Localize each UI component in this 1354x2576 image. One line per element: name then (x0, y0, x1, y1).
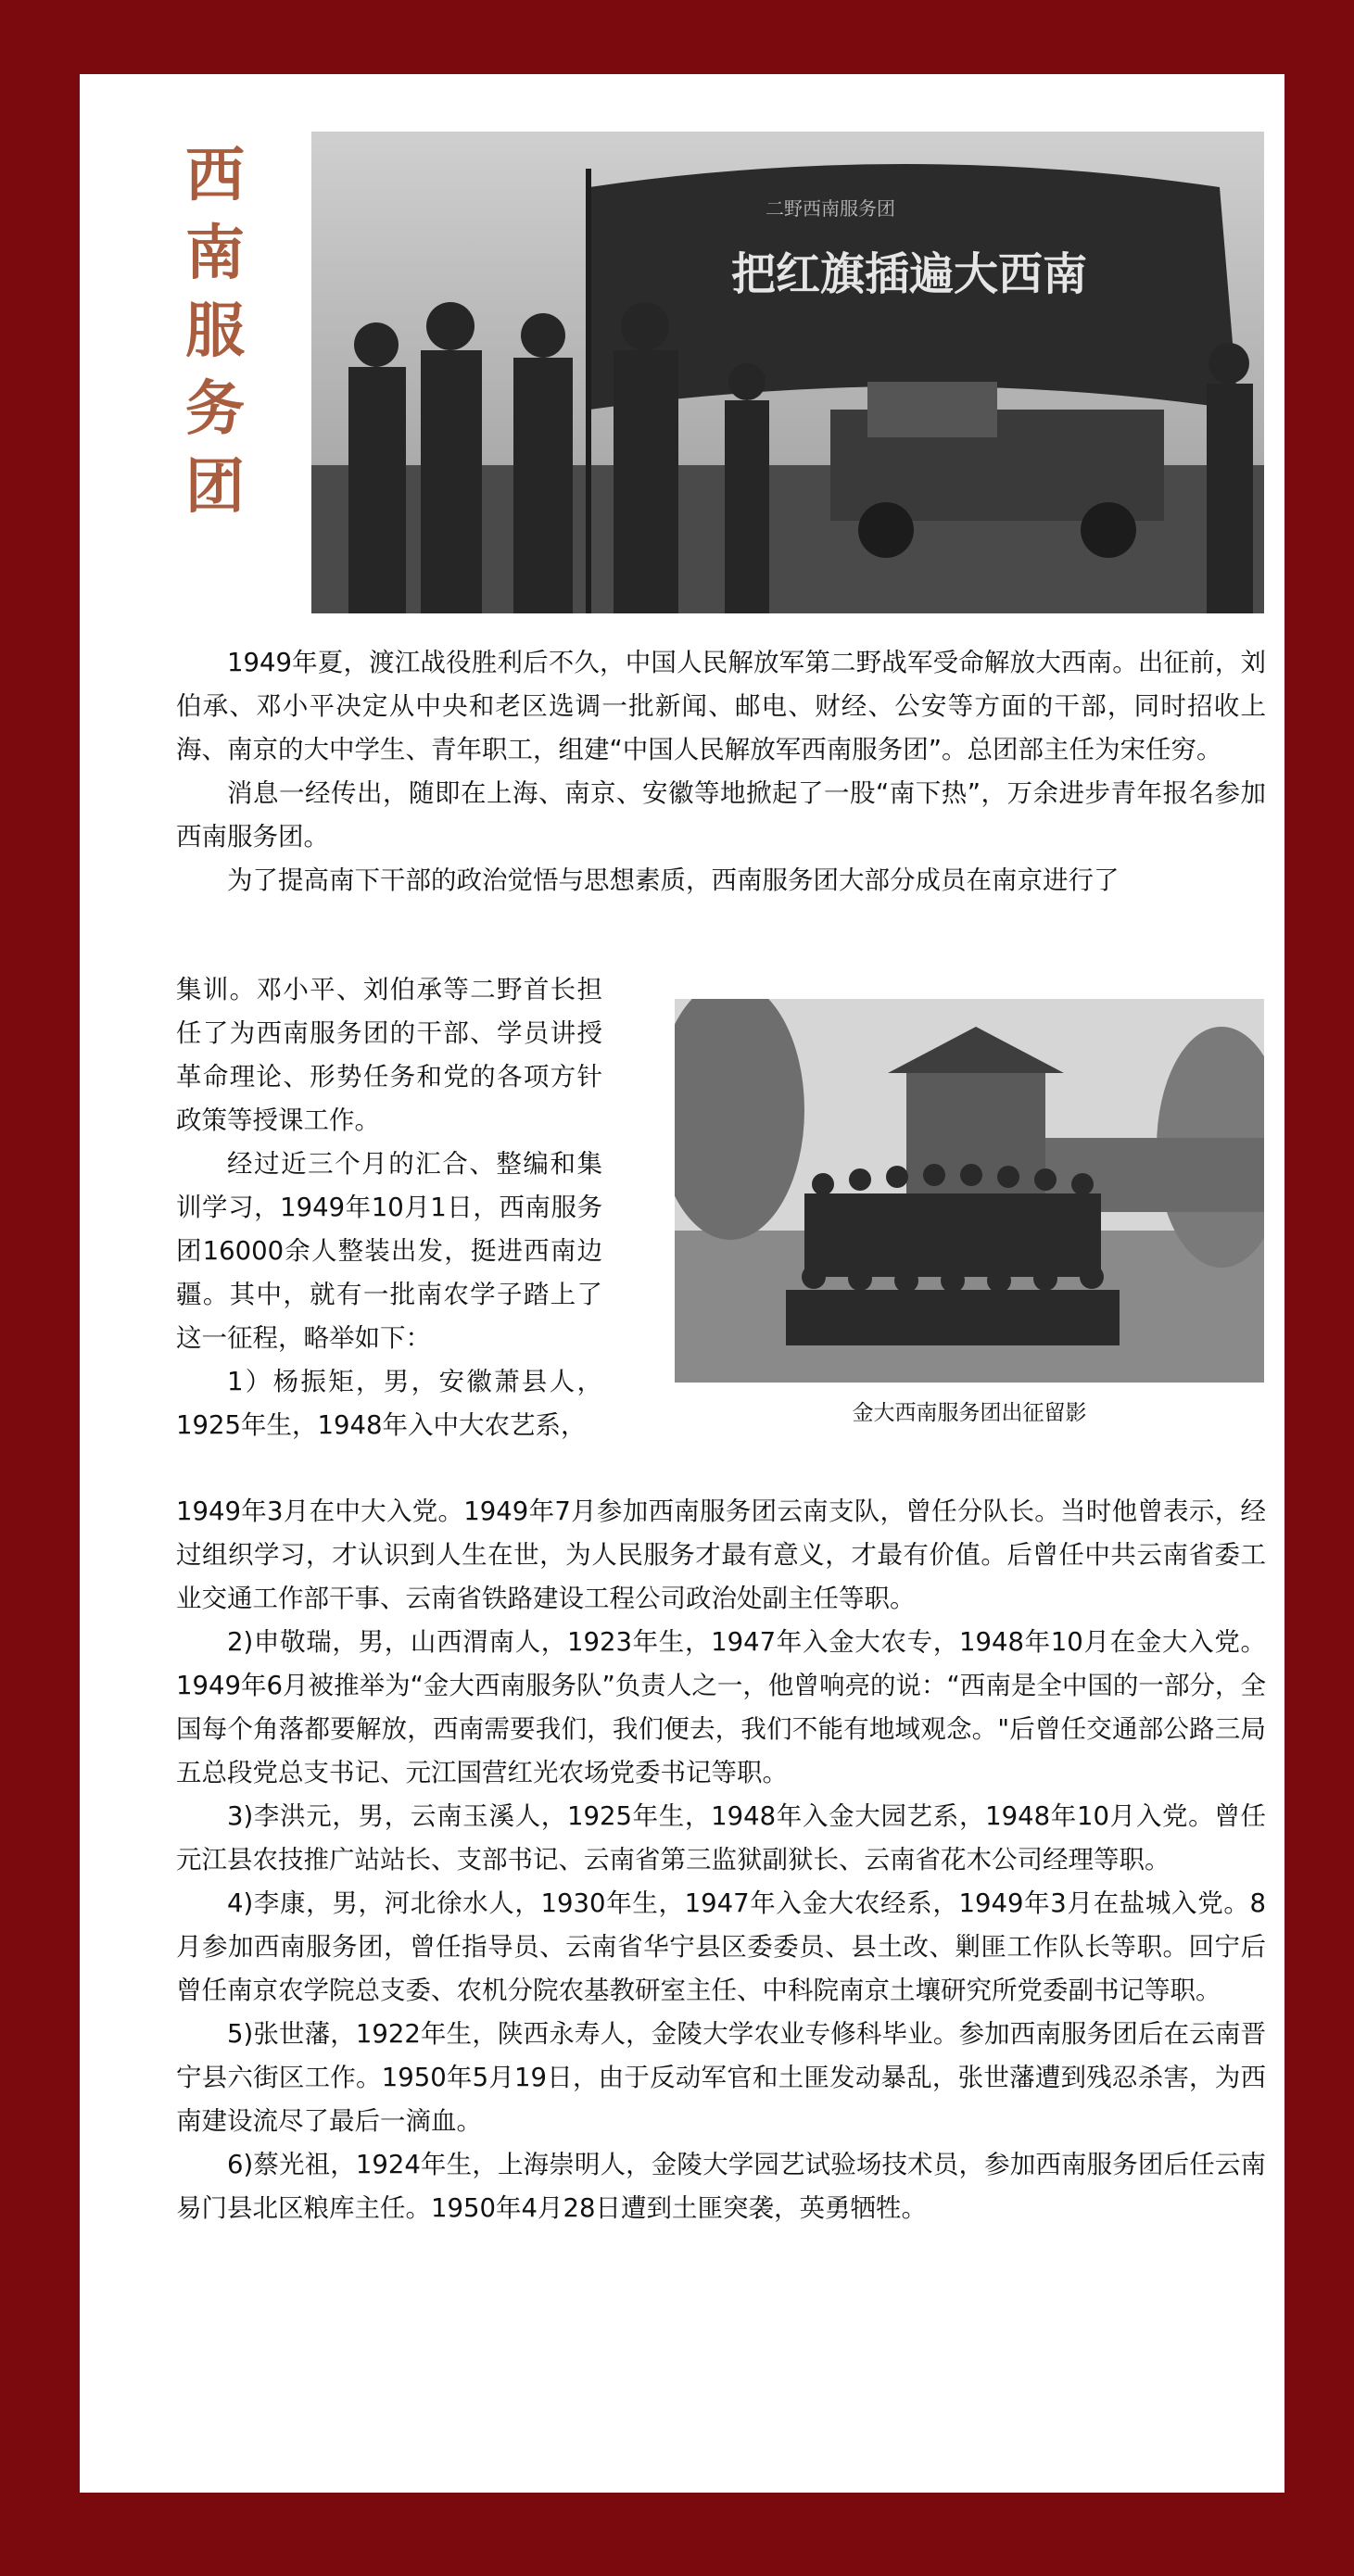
page-title: 西南 服务 团 (185, 142, 245, 522)
paragraph: 经过近三个月的汇合、整编和集训学习，1949年10月1日，西南服务团16000余人整装出发，挺进西南边疆。其中，就有一批南农学子踏上了这一征程，略举如下： (176, 1149, 602, 1353)
paragraph: 为了提高南下干部的政治觉悟与思想素质，西南服务团大部分成员在南京进行了 (227, 865, 1120, 895)
paragraph: 6)蔡光祖，1924年生，上海崇明人，金陵大学园艺试验场技术员，参加西南服务团后任云南易门县北区粮库主任。1950年4月28日遭到土匪突袭，英勇牺牲。 (176, 2150, 1266, 2223)
paragraph: 5)张世藩，1922年生，陕西永寿人，金陵大学农业专修科毕业。参加西南服务团后在云南晋宁县六街区工作。1950年5月19日，由于反动军官和土匪发动暴乱，张世藩遭到残忍杀害，为西南建设流尽了最后一滴血。 (176, 2019, 1266, 2136)
article-intro (176, 641, 1266, 903)
paragraph: 1949年3月在中大入党。1949年7月参加西南服务团云南支队，曾任分队长。当时他曾表示，经过组织学习，才认识到人生在世，为人民服务才最有意义，才最有价值。后曾任中共云南省委工业交通工作部干事、云南省铁路建设工程公司政治处副主任等职。 (176, 1496, 1266, 1613)
historical-photo-banner (311, 132, 1264, 613)
article-left-column (176, 968, 602, 1447)
banner-photo-illustration (311, 132, 1264, 613)
article-body (176, 1490, 1266, 2230)
paragraph: 集训。邓小平、刘伯承等二野首长担任了为西南服务团的干部、学员讲授革命理论、形势任务和党的各项方针政策等授课工作。 (176, 975, 602, 1135)
paragraph: 3)李洪元，男，云南玉溪人，1925年生，1948年入金大园艺系，1948年10月入党。曾任元江县农技推广站站长、支部书记、云南省第三监狱副狱长、云南省花木公司经理等职。 (176, 1801, 1266, 1875)
paragraph: 消息一经传出，随即在上海、南京、安徽等地掀起了一股“南下热”，万余进步青年报名参加西南服务团。 (176, 778, 1266, 852)
banner-text: 把红旗插遍大西南 (730, 248, 1088, 300)
paragraph: 2)申敬瑞，男，山西渭南人，1923年生，1947年入金大农专，1948年10月在金大入党。1949年6月被推举为“金大西南服务队”负责人之一，他曾响亮的说：“西南是全中国的一部分，全国每个角落都要解放，西南需要我们，我们便去，我们不能有地域观念。"后曾任交通部公路三局五总段党总支书记、元江国营红光农场党委书记等职。 (176, 1627, 1266, 1787)
banner-small-text: 二野西南服务团 (766, 197, 895, 220)
content-panel (80, 74, 1284, 2493)
paragraph: 4)李康，男，河北徐水人，1930年生，1947年入金大农经系，1949年3月在盐城入党。8月参加西南服务团，曾任指导员、云南省华宁县区委委员、县土改、剿匪工作队长等职。回宁后曾任南京农学院总支委、农机分院农基教研室主任、中科院南京土壤研究所党委副书记等职。 (176, 1888, 1266, 2005)
paragraph: 1）杨振矩，男，安徽萧县人，1925年生，1948年入中大农艺系， (176, 1367, 602, 1440)
group-photo-illustration (675, 999, 1264, 1383)
photo-caption: 金大西南服务团出征留影 (852, 1401, 1087, 1425)
paragraph: 1949年夏，渡江战役胜利后不久，中国人民解放军第二野战军受命解放大西南。出征前，刘伯承、邓小平决定从中央和老区选调一批新闻、邮电、财经、公安等方面的干部，同时招收上海、南京的大中学生、青年职工，组建“中国人民解放军西南服务团”。总团部主任为宋任穷。 (176, 648, 1266, 764)
group-photo (675, 999, 1264, 1383)
